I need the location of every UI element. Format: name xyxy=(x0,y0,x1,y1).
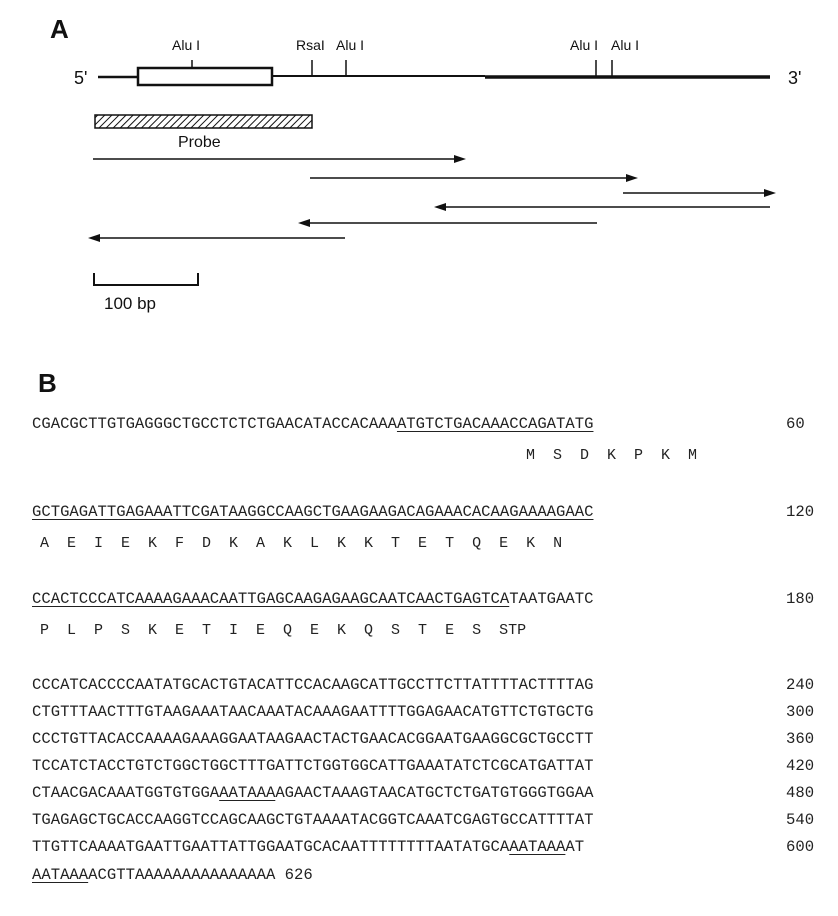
arrow-3 xyxy=(623,189,776,197)
site-label-alu1: Alu I xyxy=(172,37,201,53)
position-number: 420 xyxy=(786,757,815,775)
position-number: 300 xyxy=(786,703,815,721)
underlined-sequence: CCACTCCCATCAAAAGAAACAATTGAGCAAGAGAAGCAATCAACTGAGTCA xyxy=(32,590,510,608)
sequence-row xyxy=(32,811,593,829)
position-number: 240 xyxy=(786,676,815,694)
arrow-4 xyxy=(434,203,770,211)
sequence-segment: TAATGAATC xyxy=(509,590,594,608)
sequence-segment: ACGTTAAAAAAAAAAAAAAA 626 xyxy=(88,866,313,884)
sequence-row xyxy=(32,730,593,748)
coding-region-box xyxy=(138,68,272,85)
scale-bar xyxy=(94,273,198,286)
position-number: 180 xyxy=(786,590,815,608)
underlined-sequence: AATAAA xyxy=(219,784,276,802)
sequence-row xyxy=(32,838,584,856)
sequence-row xyxy=(32,866,313,884)
underlined-sequence: AATAAA xyxy=(32,866,89,884)
position-number: 600 xyxy=(786,838,815,856)
underlined-sequence: GCTGAGATTGAGAAATTCGATAAGGCCAAGCTGAAGAAGACAGAAACACAAGAAAAGAAC xyxy=(32,503,594,521)
amino-acid-row: P L P S K E T I E Q E K Q S T E S STP xyxy=(40,622,527,639)
site-label-rsa1: RsaI xyxy=(296,37,325,53)
arrow-1 xyxy=(93,155,466,163)
panel-b-label: B xyxy=(38,368,57,398)
sequence-segment: CGACGCTTGTGAGGGCTGCCTCTCTGAACATACCACAAA xyxy=(32,415,397,433)
amino-acid-row: A E I E K F D K A K L K K T E T Q E K N xyxy=(40,535,563,552)
site-label-alu3: Alu I xyxy=(570,37,599,53)
panel-a-label: A xyxy=(50,14,69,44)
arrow-2 xyxy=(310,174,638,182)
sequence-segment: CCCTGTTACACCAAAAGAAAGGAATAAGAACTACTGAACACGGAATGAAGGCGCTGCCTT xyxy=(32,730,594,748)
five-prime-label: 5' xyxy=(74,68,88,88)
underlined-sequence: ATGTCTGACAAACCAGATATG xyxy=(396,415,594,433)
amino-acid-row: M S D K P K M xyxy=(526,447,698,464)
position-number: 360 xyxy=(786,730,815,748)
sequence-row xyxy=(32,703,593,721)
site-label-alu4: Alu I xyxy=(611,37,640,53)
scale-label: 100 bp xyxy=(104,294,156,313)
sequence-segment: CTGTTTAACTTTGTAAGAAATAACAAATACAAAGAATTTTGGAGAACATGTTCTGTGCTG xyxy=(32,703,594,721)
sequence-row xyxy=(32,590,593,608)
underlined-sequence: AATAAA xyxy=(509,838,566,856)
site-label-alu2: Alu I xyxy=(336,37,365,53)
three-prime-label: 3' xyxy=(788,68,802,88)
sequence-segment: AGAACTAAAGTAACATGCTCTGATGTGGGTGGAA xyxy=(275,784,594,802)
sequence-row xyxy=(32,415,593,433)
position-number: 540 xyxy=(786,811,815,829)
sequence-segment: TCCATCTACCTGTCTGGCTGGCTTTGATTCTGGTGGCATTGAAATATCTCGCATGATTAT xyxy=(32,757,594,775)
arrow-6 xyxy=(88,234,345,242)
sequence-row xyxy=(32,784,593,802)
sequence-row xyxy=(32,503,593,521)
position-number: 120 xyxy=(786,503,815,521)
restriction-map xyxy=(0,0,838,330)
arrow-5 xyxy=(298,219,597,227)
sequence-segment: TTGTTCAAAATGAATTGAATTATTGGAATGCACAATTTTTTTTAATATGCA xyxy=(32,838,510,856)
position-number: 480 xyxy=(786,784,815,802)
sequence-segment: CTAACGACAAATGGTGTGGA xyxy=(32,784,220,802)
probe-bar xyxy=(95,115,312,128)
position-number: 60 xyxy=(786,415,805,433)
sequence-row xyxy=(32,676,593,694)
sequence-segment: CCCATCACCCCAATATGCACTGTACATTCCACAAGCATTGCCTTCTTATTTTACTTTTAG xyxy=(32,676,594,694)
sequence-row xyxy=(32,757,593,775)
sequence-segment: TGAGAGCTGCACCAAGGTCCAGCAAGCTGTAAAATACGGTCAAATCGAGTGCCATTTTAT xyxy=(32,811,594,829)
probe-label: Probe xyxy=(178,134,221,151)
sequence-segment: AT xyxy=(565,838,585,856)
